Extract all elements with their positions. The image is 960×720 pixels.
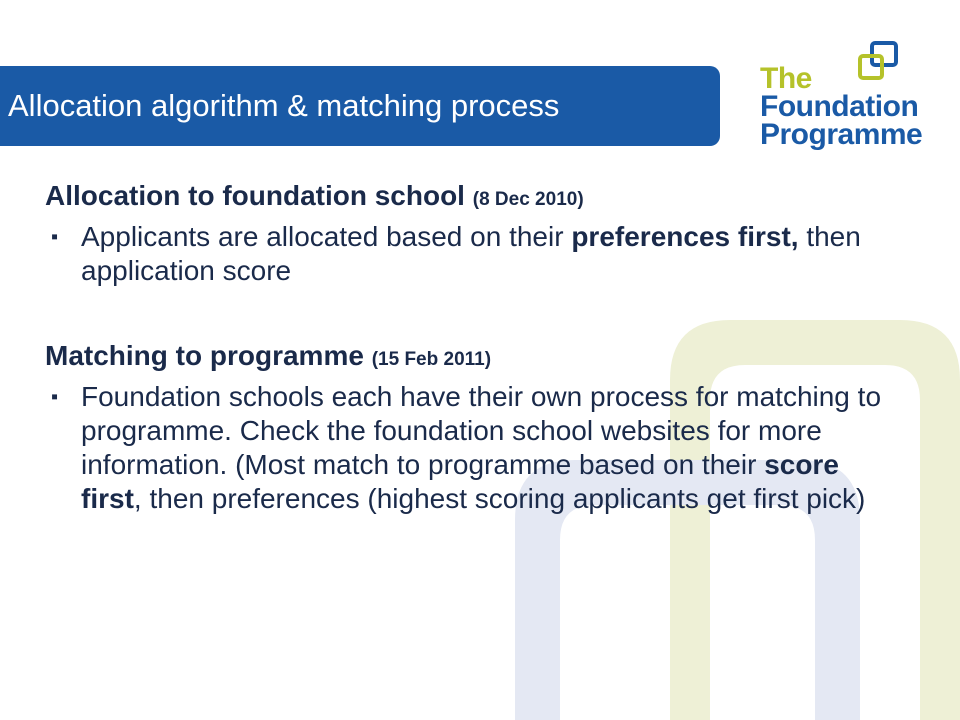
logo-word-programme: Programme	[760, 118, 923, 151]
bullet-text: then application score	[81, 221, 861, 286]
bullet-text: Foundation schools each have their own process for matching to programme. Check the foundation school websites for more information. (Most match to programme based on their	[81, 381, 882, 480]
section-date: (15 Feb 2011)	[371, 349, 492, 370]
bullet-item	[45, 380, 905, 516]
section-date: (8 Dec 2010)	[472, 189, 584, 210]
section-heading-text: Allocation to foundation school	[45, 180, 465, 211]
bullet-text-bold: score first	[81, 449, 839, 514]
logo-word-foundation: Foundation	[760, 90, 919, 123]
slide-title: Allocation algorithm & matching process	[8, 88, 560, 123]
bullet-text: Applicants are allocated based on their	[81, 221, 572, 252]
square-bullet-icon: ▪	[51, 226, 59, 248]
square-bullet-icon: ▪	[51, 386, 59, 408]
title-bar	[0, 66, 720, 146]
section-allocation	[45, 180, 905, 288]
section-heading	[45, 340, 905, 372]
logo-word-the: The	[760, 62, 812, 95]
foundation-programme-logo	[760, 40, 940, 150]
section-heading-text: Matching to programme	[45, 340, 364, 371]
section-matching	[45, 340, 905, 516]
section-heading	[45, 180, 905, 212]
bullet-text-bold: preferences first,	[571, 221, 799, 252]
slide-content	[45, 180, 905, 516]
overlapping-squares-icon	[856, 40, 902, 82]
bullet-text: , then preferences (highest scoring applicants get first pick)	[133, 483, 866, 514]
bullet-item	[45, 220, 905, 288]
